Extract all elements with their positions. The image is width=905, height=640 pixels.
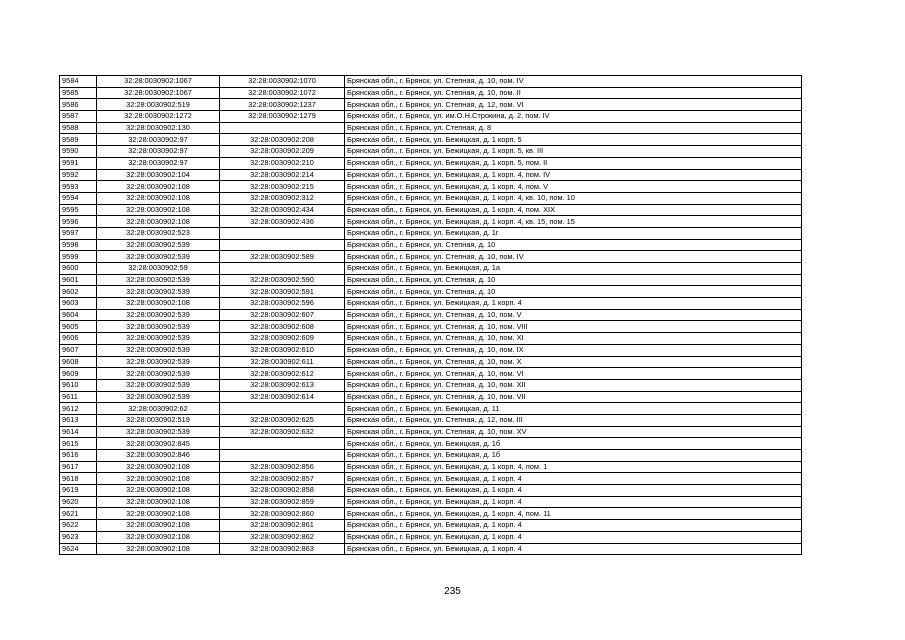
row-number-cell: 9618 <box>60 473 97 485</box>
table-row <box>60 227 802 239</box>
cadastral-number-cell: 32:28:0030902:608 <box>220 321 345 333</box>
cadastral-number-cell <box>220 403 345 415</box>
parent-cadastral-number-cell: 32:28:0030902:519 <box>97 99 220 111</box>
table-row <box>60 485 802 497</box>
cadastral-number-cell: 32:28:0030902:862 <box>220 531 345 543</box>
row-number-cell: 9609 <box>60 368 97 380</box>
row-number-cell: 9614 <box>60 426 97 438</box>
row-number-cell: 9602 <box>60 286 97 298</box>
parent-cadastral-number-cell: 32:28:0030902:539 <box>97 274 220 286</box>
row-number-cell: 9610 <box>60 379 97 391</box>
table-row <box>60 543 802 555</box>
address-cell: Брянская обл., г. Брянск, ул. Бежицкая, д. 1 корп. 4, пом. IV <box>345 169 802 181</box>
table-row <box>60 333 802 345</box>
row-number-cell: 9603 <box>60 298 97 310</box>
address-cell: Брянская обл., г. Брянск, ул. Бежицкая, д. 1 корп. 4 <box>345 485 802 497</box>
cadastral-number-cell <box>220 239 345 251</box>
table-row <box>60 379 802 391</box>
parent-cadastral-number-cell: 32:28:0030902:108 <box>97 485 220 497</box>
address-cell: Брянская обл., г. Брянск, ул. Степная, д. 10, пом. XV <box>345 426 802 438</box>
table-row <box>60 450 802 462</box>
table-row <box>60 239 802 251</box>
table-row <box>60 169 802 181</box>
address-cell: Брянская обл., г. Брянск, ул. Бежицкая, д. 1б <box>345 450 802 462</box>
cadastral-number-cell: 32:28:0030902:610 <box>220 344 345 356</box>
parent-cadastral-number-cell: 32:28:0030902:846 <box>97 450 220 462</box>
cadastral-number-cell <box>220 263 345 275</box>
address-cell: Брянская обл., г. Брянск, ул. Степная, д. 10 <box>345 274 802 286</box>
address-cell: Брянская обл., г. Брянск, ул. Степная, д. 8 <box>345 122 802 134</box>
table-row <box>60 520 802 532</box>
cadastral-number-cell: 32:28:0030902:596 <box>220 298 345 310</box>
cadastral-number-cell <box>220 122 345 134</box>
row-number-cell: 9617 <box>60 461 97 473</box>
parent-cadastral-number-cell: 32:28:0030902:108 <box>97 508 220 520</box>
parent-cadastral-number-cell: 32:28:0030902:130 <box>97 122 220 134</box>
table-row <box>60 403 802 415</box>
address-cell: Брянская обл., г. Брянск, ул. Бежицкая, д. 1 корп. 4 <box>345 496 802 508</box>
page-number: 235 <box>444 586 461 597</box>
table-row <box>60 286 802 298</box>
parent-cadastral-number-cell: 32:28:0030902:108 <box>97 216 220 228</box>
parent-cadastral-number-cell: 32:28:0030902:539 <box>97 239 220 251</box>
parent-cadastral-number-cell: 32:28:0030902:539 <box>97 356 220 368</box>
registry-table-body <box>60 76 802 555</box>
table-row <box>60 368 802 380</box>
cadastral-number-cell: 32:28:0030902:1279 <box>220 111 345 123</box>
cadastral-number-cell: 32:28:0030902:859 <box>220 496 345 508</box>
cadastral-number-cell: 32:28:0030902:611 <box>220 356 345 368</box>
address-cell: Брянская обл., г. Брянск, ул. Степная, д. 10 <box>345 239 802 251</box>
cadastral-number-cell: 32:28:0030902:609 <box>220 333 345 345</box>
row-number-cell: 9589 <box>60 134 97 146</box>
address-cell: Брянская обл., г. Брянск, ул. Степная, д. 10 <box>345 286 802 298</box>
cadastral-number-cell: 32:28:0030902:210 <box>220 157 345 169</box>
address-cell: Брянская обл., г. Брянск, ул. Бежицкая, д. 11 <box>345 403 802 415</box>
row-number-cell: 9601 <box>60 274 97 286</box>
address-cell: Брянская обл., г. Брянск, ул. Степная, д. 10, пом. VI <box>345 368 802 380</box>
row-number-cell: 9624 <box>60 543 97 555</box>
cadastral-number-cell: 32:28:0030902:857 <box>220 473 345 485</box>
cadastral-number-cell: 32:28:0030902:436 <box>220 216 345 228</box>
address-cell: Брянская обл., г. Брянск, ул. Степная, д. 10, пом. IX <box>345 344 802 356</box>
parent-cadastral-number-cell: 32:28:0030902:104 <box>97 169 220 181</box>
row-number-cell: 9598 <box>60 239 97 251</box>
table-row <box>60 134 802 146</box>
table-row <box>60 204 802 216</box>
parent-cadastral-number-cell: 32:28:0030902:108 <box>97 192 220 204</box>
address-cell: Брянская обл., г. Брянск, ул. Бежицкая, д. 1 корп. 4 <box>345 543 802 555</box>
address-cell: Брянская обл., г. Брянск, ул. Бежицкая, д. 1 корп. 4, пом. XIX <box>345 204 802 216</box>
parent-cadastral-number-cell: 32:28:0030902:539 <box>97 368 220 380</box>
table-row <box>60 298 802 310</box>
cadastral-number-cell: 32:28:0030902:1072 <box>220 87 345 99</box>
cadastral-number-cell: 32:28:0030902:590 <box>220 274 345 286</box>
parent-cadastral-number-cell: 32:28:0030902:519 <box>97 414 220 426</box>
parent-cadastral-number-cell: 32:28:0030902:539 <box>97 333 220 345</box>
table-row <box>60 146 802 158</box>
address-cell: Брянская обл., г. Брянск, ул. Степная, д. 10, пом. II <box>345 87 802 99</box>
parent-cadastral-number-cell: 32:28:0030902:539 <box>97 309 220 321</box>
row-number-cell: 9587 <box>60 111 97 123</box>
cadastral-number-cell: 32:28:0030902:858 <box>220 485 345 497</box>
row-number-cell: 9599 <box>60 251 97 263</box>
cadastral-number-cell: 32:28:0030902:1070 <box>220 76 345 88</box>
address-cell: Брянская обл., г. Брянск, ул. Степная, д. 10, пом. XI <box>345 333 802 345</box>
address-cell: Брянская обл., г. Брянск, ул. Степная, д. 10, пом. X <box>345 356 802 368</box>
table-row <box>60 508 802 520</box>
row-number-cell: 9616 <box>60 450 97 462</box>
table-row <box>60 87 802 99</box>
table-row <box>60 496 802 508</box>
address-cell: Брянская обл., г. Брянск, ул. Степная, д. 10, пом. IV <box>345 251 802 263</box>
parent-cadastral-number-cell: 32:28:0030902:539 <box>97 286 220 298</box>
parent-cadastral-number-cell: 32:28:0030902:97 <box>97 134 220 146</box>
parent-cadastral-number-cell: 32:28:0030902:539 <box>97 321 220 333</box>
table-row <box>60 263 802 275</box>
row-number-cell: 9620 <box>60 496 97 508</box>
parent-cadastral-number-cell: 32:28:0030902:108 <box>97 543 220 555</box>
address-cell: Брянская обл., г. Брянск, ул. Бежицкая, д. 1 корп. 4 <box>345 531 802 543</box>
parent-cadastral-number-cell: 32:28:0030902:97 <box>97 157 220 169</box>
row-number-cell: 9591 <box>60 157 97 169</box>
cadastral-number-cell: 32:28:0030902:856 <box>220 461 345 473</box>
address-cell: Брянская обл., г. Брянск, ул. Бежицкая, д. 1 корп. 4, кв. 10, пом. 10 <box>345 192 802 204</box>
cadastral-number-cell: 32:28:0030902:214 <box>220 169 345 181</box>
address-cell: Брянская обл., г. Брянск, ул. Бежицкая, д. 1б <box>345 438 802 450</box>
address-cell: Брянская обл., г. Брянск, ул. Бежицкая, д. 1г <box>345 227 802 239</box>
cadastral-number-cell: 32:28:0030902:614 <box>220 391 345 403</box>
cadastral-number-cell: 32:28:0030902:863 <box>220 543 345 555</box>
address-cell: Брянская обл., г. Брянск, ул. Степная, д. 10, пом. IV <box>345 76 802 88</box>
parent-cadastral-number-cell: 32:28:0030902:108 <box>97 461 220 473</box>
address-cell: Брянская обл., г. Брянск, ул. им.О.Н.Строкина, д. 2, пом. IV <box>345 111 802 123</box>
address-cell: Брянская обл., г. Брянск, ул. Бежицкая, д. 1 корп. 5, пом. II <box>345 157 802 169</box>
cadastral-number-cell: 32:28:0030902:613 <box>220 379 345 391</box>
table-row <box>60 414 802 426</box>
address-cell: Брянская обл., г. Брянск, ул. Бежицкая, д. 1 корп. 5, кв. III <box>345 146 802 158</box>
address-cell: Брянская обл., г. Брянск, ул. Степная, д. 10, пом. VIII <box>345 321 802 333</box>
row-number-cell: 9584 <box>60 76 97 88</box>
row-number-cell: 9607 <box>60 344 97 356</box>
table-row <box>60 321 802 333</box>
parent-cadastral-number-cell: 32:28:0030902:108 <box>97 204 220 216</box>
row-number-cell: 9600 <box>60 263 97 275</box>
table-row <box>60 391 802 403</box>
parent-cadastral-number-cell: 32:28:0030902:108 <box>97 181 220 193</box>
parent-cadastral-number-cell: 32:28:0030902:59 <box>97 263 220 275</box>
address-cell: Брянская обл., г. Брянск, ул. Степная, д. 10, пом. V <box>345 309 802 321</box>
row-number-cell: 9612 <box>60 403 97 415</box>
table-row <box>60 344 802 356</box>
address-cell: Брянская обл., г. Брянск, ул. Бежицкая, д. 1а <box>345 263 802 275</box>
table-row <box>60 461 802 473</box>
parent-cadastral-number-cell: 32:28:0030902:523 <box>97 227 220 239</box>
table-row <box>60 111 802 123</box>
parent-cadastral-number-cell: 32:28:0030902:539 <box>97 344 220 356</box>
row-number-cell: 9586 <box>60 99 97 111</box>
row-number-cell: 9622 <box>60 520 97 532</box>
cadastral-number-cell <box>220 227 345 239</box>
parent-cadastral-number-cell: 32:28:0030902:539 <box>97 251 220 263</box>
cadastral-number-cell: 32:28:0030902:589 <box>220 251 345 263</box>
address-cell: Брянская обл., г. Брянск, ул. Степная, д. 10, пом. XII <box>345 379 802 391</box>
property-registry-table <box>59 75 802 555</box>
parent-cadastral-number-cell: 32:28:0030902:62 <box>97 403 220 415</box>
address-cell: Брянская обл., г. Брянск, ул. Степная, д. 12, пом. VI <box>345 99 802 111</box>
row-number-cell: 9621 <box>60 508 97 520</box>
address-cell: Брянская обл., г. Брянск, ул. Бежицкая, д. 1 корп. 4 <box>345 520 802 532</box>
table-row <box>60 438 802 450</box>
parent-cadastral-number-cell: 32:28:0030902:539 <box>97 426 220 438</box>
address-cell: Брянская обл., г. Брянск, ул. Степная, д. 10, пом. VII <box>345 391 802 403</box>
cadastral-number-cell: 32:28:0030902:861 <box>220 520 345 532</box>
parent-cadastral-number-cell: 32:28:0030902:539 <box>97 391 220 403</box>
table-row <box>60 99 802 111</box>
cadastral-number-cell: 32:28:0030902:860 <box>220 508 345 520</box>
parent-cadastral-number-cell: 32:28:0030902:108 <box>97 520 220 532</box>
address-cell: Брянская обл., г. Брянск, ул. Бежицкая, д. 1 корп. 4 <box>345 298 802 310</box>
table-row <box>60 192 802 204</box>
address-cell: Брянская обл., г. Брянск, ул. Бежицкая, д. 1 корп. 4 <box>345 473 802 485</box>
parent-cadastral-number-cell: 32:28:0030902:97 <box>97 146 220 158</box>
parent-cadastral-number-cell: 32:28:0030902:845 <box>97 438 220 450</box>
row-number-cell: 9613 <box>60 414 97 426</box>
parent-cadastral-number-cell: 32:28:0030902:1067 <box>97 87 220 99</box>
parent-cadastral-number-cell: 32:28:0030902:539 <box>97 379 220 391</box>
row-number-cell: 9588 <box>60 122 97 134</box>
cadastral-number-cell: 32:28:0030902:625 <box>220 414 345 426</box>
row-number-cell: 9604 <box>60 309 97 321</box>
cadastral-number-cell: 32:28:0030902:215 <box>220 181 345 193</box>
address-cell: Брянская обл., г. Брянск, ул. Бежицкая, д. 1 корп. 4, пом. V <box>345 181 802 193</box>
table-row <box>60 122 802 134</box>
address-cell: Брянская обл., г. Брянск, ул. Бежицкая, д. 1 корп. 4, пом. 1 <box>345 461 802 473</box>
row-number-cell: 9623 <box>60 531 97 543</box>
row-number-cell: 9606 <box>60 333 97 345</box>
parent-cadastral-number-cell: 32:28:0030902:108 <box>97 473 220 485</box>
cadastral-number-cell: 32:28:0030902:312 <box>220 192 345 204</box>
cadastral-number-cell: 32:28:0030902:612 <box>220 368 345 380</box>
address-cell: Брянская обл., г. Брянск, ул. Бежицкая, д. 1 корп. 4, пом. 11 <box>345 508 802 520</box>
row-number-cell: 9608 <box>60 356 97 368</box>
row-number-cell: 9585 <box>60 87 97 99</box>
row-number-cell: 9592 <box>60 169 97 181</box>
cadastral-number-cell: 32:28:0030902:1237 <box>220 99 345 111</box>
cadastral-number-cell: 32:28:0030902:434 <box>220 204 345 216</box>
table-row <box>60 426 802 438</box>
row-number-cell: 9590 <box>60 146 97 158</box>
table-row <box>60 356 802 368</box>
cadastral-number-cell: 32:28:0030902:209 <box>220 146 345 158</box>
table-row <box>60 531 802 543</box>
table-row <box>60 251 802 263</box>
table-row <box>60 309 802 321</box>
cadastral-number-cell <box>220 438 345 450</box>
cadastral-number-cell: 32:28:0030902:208 <box>220 134 345 146</box>
cadastral-number-cell: 32:28:0030902:607 <box>220 309 345 321</box>
parent-cadastral-number-cell: 32:28:0030902:1272 <box>97 111 220 123</box>
table-row <box>60 216 802 228</box>
address-cell: Брянская обл., г. Брянск, ул. Бежицкая, д. 1 корп. 5 <box>345 134 802 146</box>
address-cell: Брянская обл., г. Брянск, ул. Бежицкая, д. 1 корп. 4, кв. 15, пом. 15 <box>345 216 802 228</box>
row-number-cell: 9615 <box>60 438 97 450</box>
table-row <box>60 181 802 193</box>
table-row <box>60 473 802 485</box>
parent-cadastral-number-cell: 32:28:0030902:1067 <box>97 76 220 88</box>
cadastral-number-cell: 32:28:0030902:632 <box>220 426 345 438</box>
row-number-cell: 9596 <box>60 216 97 228</box>
row-number-cell: 9619 <box>60 485 97 497</box>
row-number-cell: 9597 <box>60 227 97 239</box>
row-number-cell: 9593 <box>60 181 97 193</box>
table-row <box>60 76 802 88</box>
row-number-cell: 9611 <box>60 391 97 403</box>
row-number-cell: 9595 <box>60 204 97 216</box>
parent-cadastral-number-cell: 32:28:0030902:108 <box>97 531 220 543</box>
address-cell: Брянская обл., г. Брянск, ул. Степная, д. 12, пом. III <box>345 414 802 426</box>
row-number-cell: 9594 <box>60 192 97 204</box>
cadastral-number-cell: 32:28:0030902:591 <box>220 286 345 298</box>
parent-cadastral-number-cell: 32:28:0030902:108 <box>97 298 220 310</box>
cadastral-number-cell <box>220 450 345 462</box>
parent-cadastral-number-cell: 32:28:0030902:108 <box>97 496 220 508</box>
table-row <box>60 157 802 169</box>
table-row <box>60 274 802 286</box>
row-number-cell: 9605 <box>60 321 97 333</box>
